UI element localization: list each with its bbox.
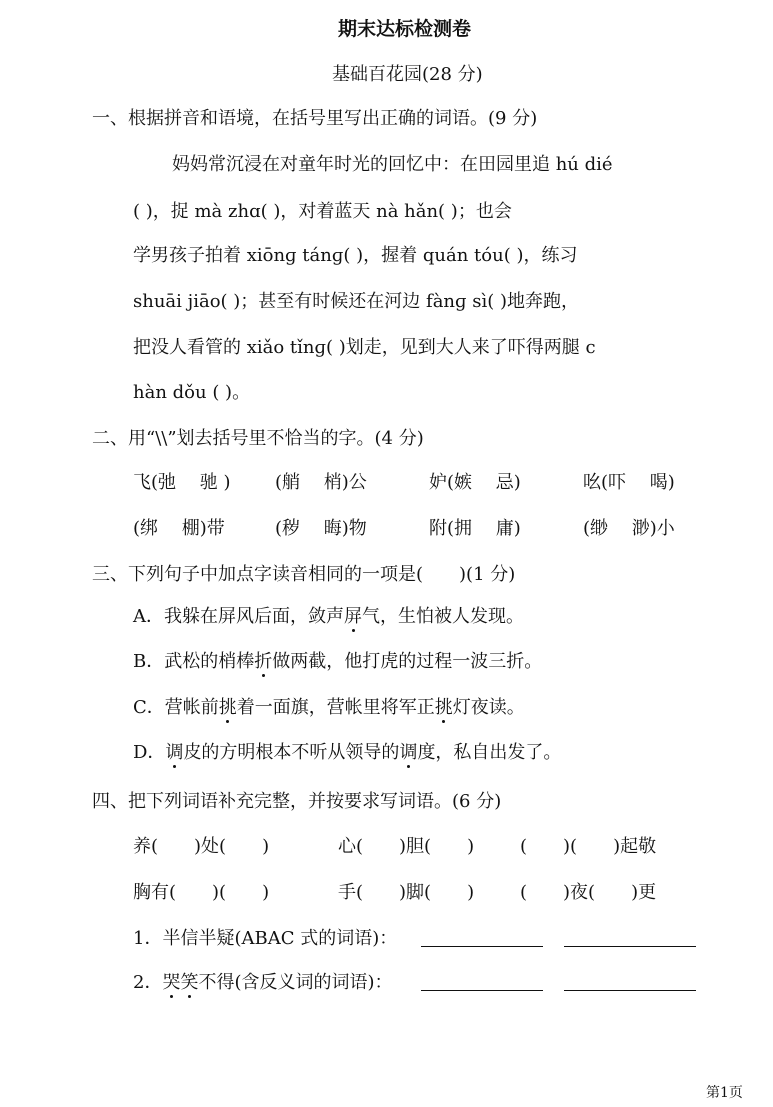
q4-item: 养( )处( ) [133,836,270,857]
answer-blank[interactable] [421,932,543,947]
q4-item: 胸有( )( ) [133,882,270,903]
q2-item: 吆(吓 喝) [583,472,675,493]
q2-item: (秽 晦)物 [275,518,367,539]
option-text: 皮的方明根本不听从领导的 [183,742,400,763]
option-text: D． [133,742,166,763]
q4-item: 手( )脚( ) [338,882,475,903]
q1-line: ( )，捉 mà zhɑ( )，对着蓝天 nà hǎn( )；也会 [133,201,512,222]
answer-blank[interactable] [564,932,696,947]
dotted-char: 调 [399,742,418,763]
option-text: 做两截，他打虎的过程一波三折。 [272,651,543,672]
dotted-char: 折 [254,651,273,672]
option-text: C．营帐前 [133,697,219,718]
q4-sub1: 1．半信半疑(ABAC 式的词语)： [133,928,398,949]
dotted-char: 挑 [434,697,453,718]
answer-blank[interactable] [421,976,543,991]
q3-option-a [133,608,524,626]
dotted-char: 哭 [162,972,181,993]
q1-line: 把没人看管的 xiǎo tǐnɡ( )划走，见到大人来了吓得两腿 c [133,337,596,358]
q2-item: (绑 棚)带 [133,518,225,539]
dotted-char: 调 [165,742,184,763]
dotted-char: 挑 [218,697,237,718]
q4-item: ( )夜( )更 [520,882,657,903]
page-title: 期末达标检测卷 [338,18,472,40]
q2-heading: 二、用“\\”划去括号里不恰当的字。(4 分) [92,428,424,449]
q2-item: 附(拥 庸) [429,518,521,539]
q1-line: hàn dǒu ( )。 [133,382,251,403]
page-number: 第1页 [706,1085,743,1101]
q2-item: 飞(弛 驰 ) [133,472,231,493]
q1-line: 妈妈常沉浸在对童年时光的回忆中：在田园里追 hú dié [172,154,613,175]
q1-line: shuāi jiāo( )；甚至有时候还在河边 fànɡ sì( )地奔跑， [133,291,580,312]
q4-sub2 [133,974,393,992]
option-text: 灯夜读。 [452,697,525,718]
option-text: 着一面旗，营帐里将军正 [236,697,435,718]
section-heading: 基础百花园(28 分) [332,64,483,85]
q4-item: 心( )胆( ) [338,836,475,857]
dotted-char: 笑 [180,972,199,993]
option-text: 度，私自出发了。 [417,742,562,763]
sub-text: 不得(含反义词的词语)： [198,972,393,993]
option-text: A．我躲在屏风后面，敛声 [133,606,344,627]
q1-heading: 一、根据拼音和语境，在括号里写出正确的词语。(9 分) [92,108,538,129]
q2-item: (缈 渺)小 [583,518,675,539]
q3-option-d [133,744,561,762]
q4-item: ( )( )起敬 [520,836,657,857]
q2-item: (艄 梢)公 [275,472,367,493]
sub-text: 2． [133,972,163,993]
q3-heading: 三、下列句子中加点字读音相同的一项是( )(1 分) [92,564,516,585]
q2-item: 妒(嫉 忌) [429,472,521,493]
q3-option-c [133,699,525,717]
option-text: 气，生怕被人发现。 [362,606,524,627]
dotted-char: 屏 [344,606,362,627]
q1-line: 学男孩子拍着 xiōnɡ tánɡ( )，握着 quán tóu( )，练习 [133,245,578,266]
option-text: B．武松的梢棒 [133,651,255,672]
answer-blank[interactable] [564,976,696,991]
q4-heading: 四、把下列词语补充完整，并按要求写词语。(6 分) [92,791,502,812]
q3-option-b [133,653,542,671]
